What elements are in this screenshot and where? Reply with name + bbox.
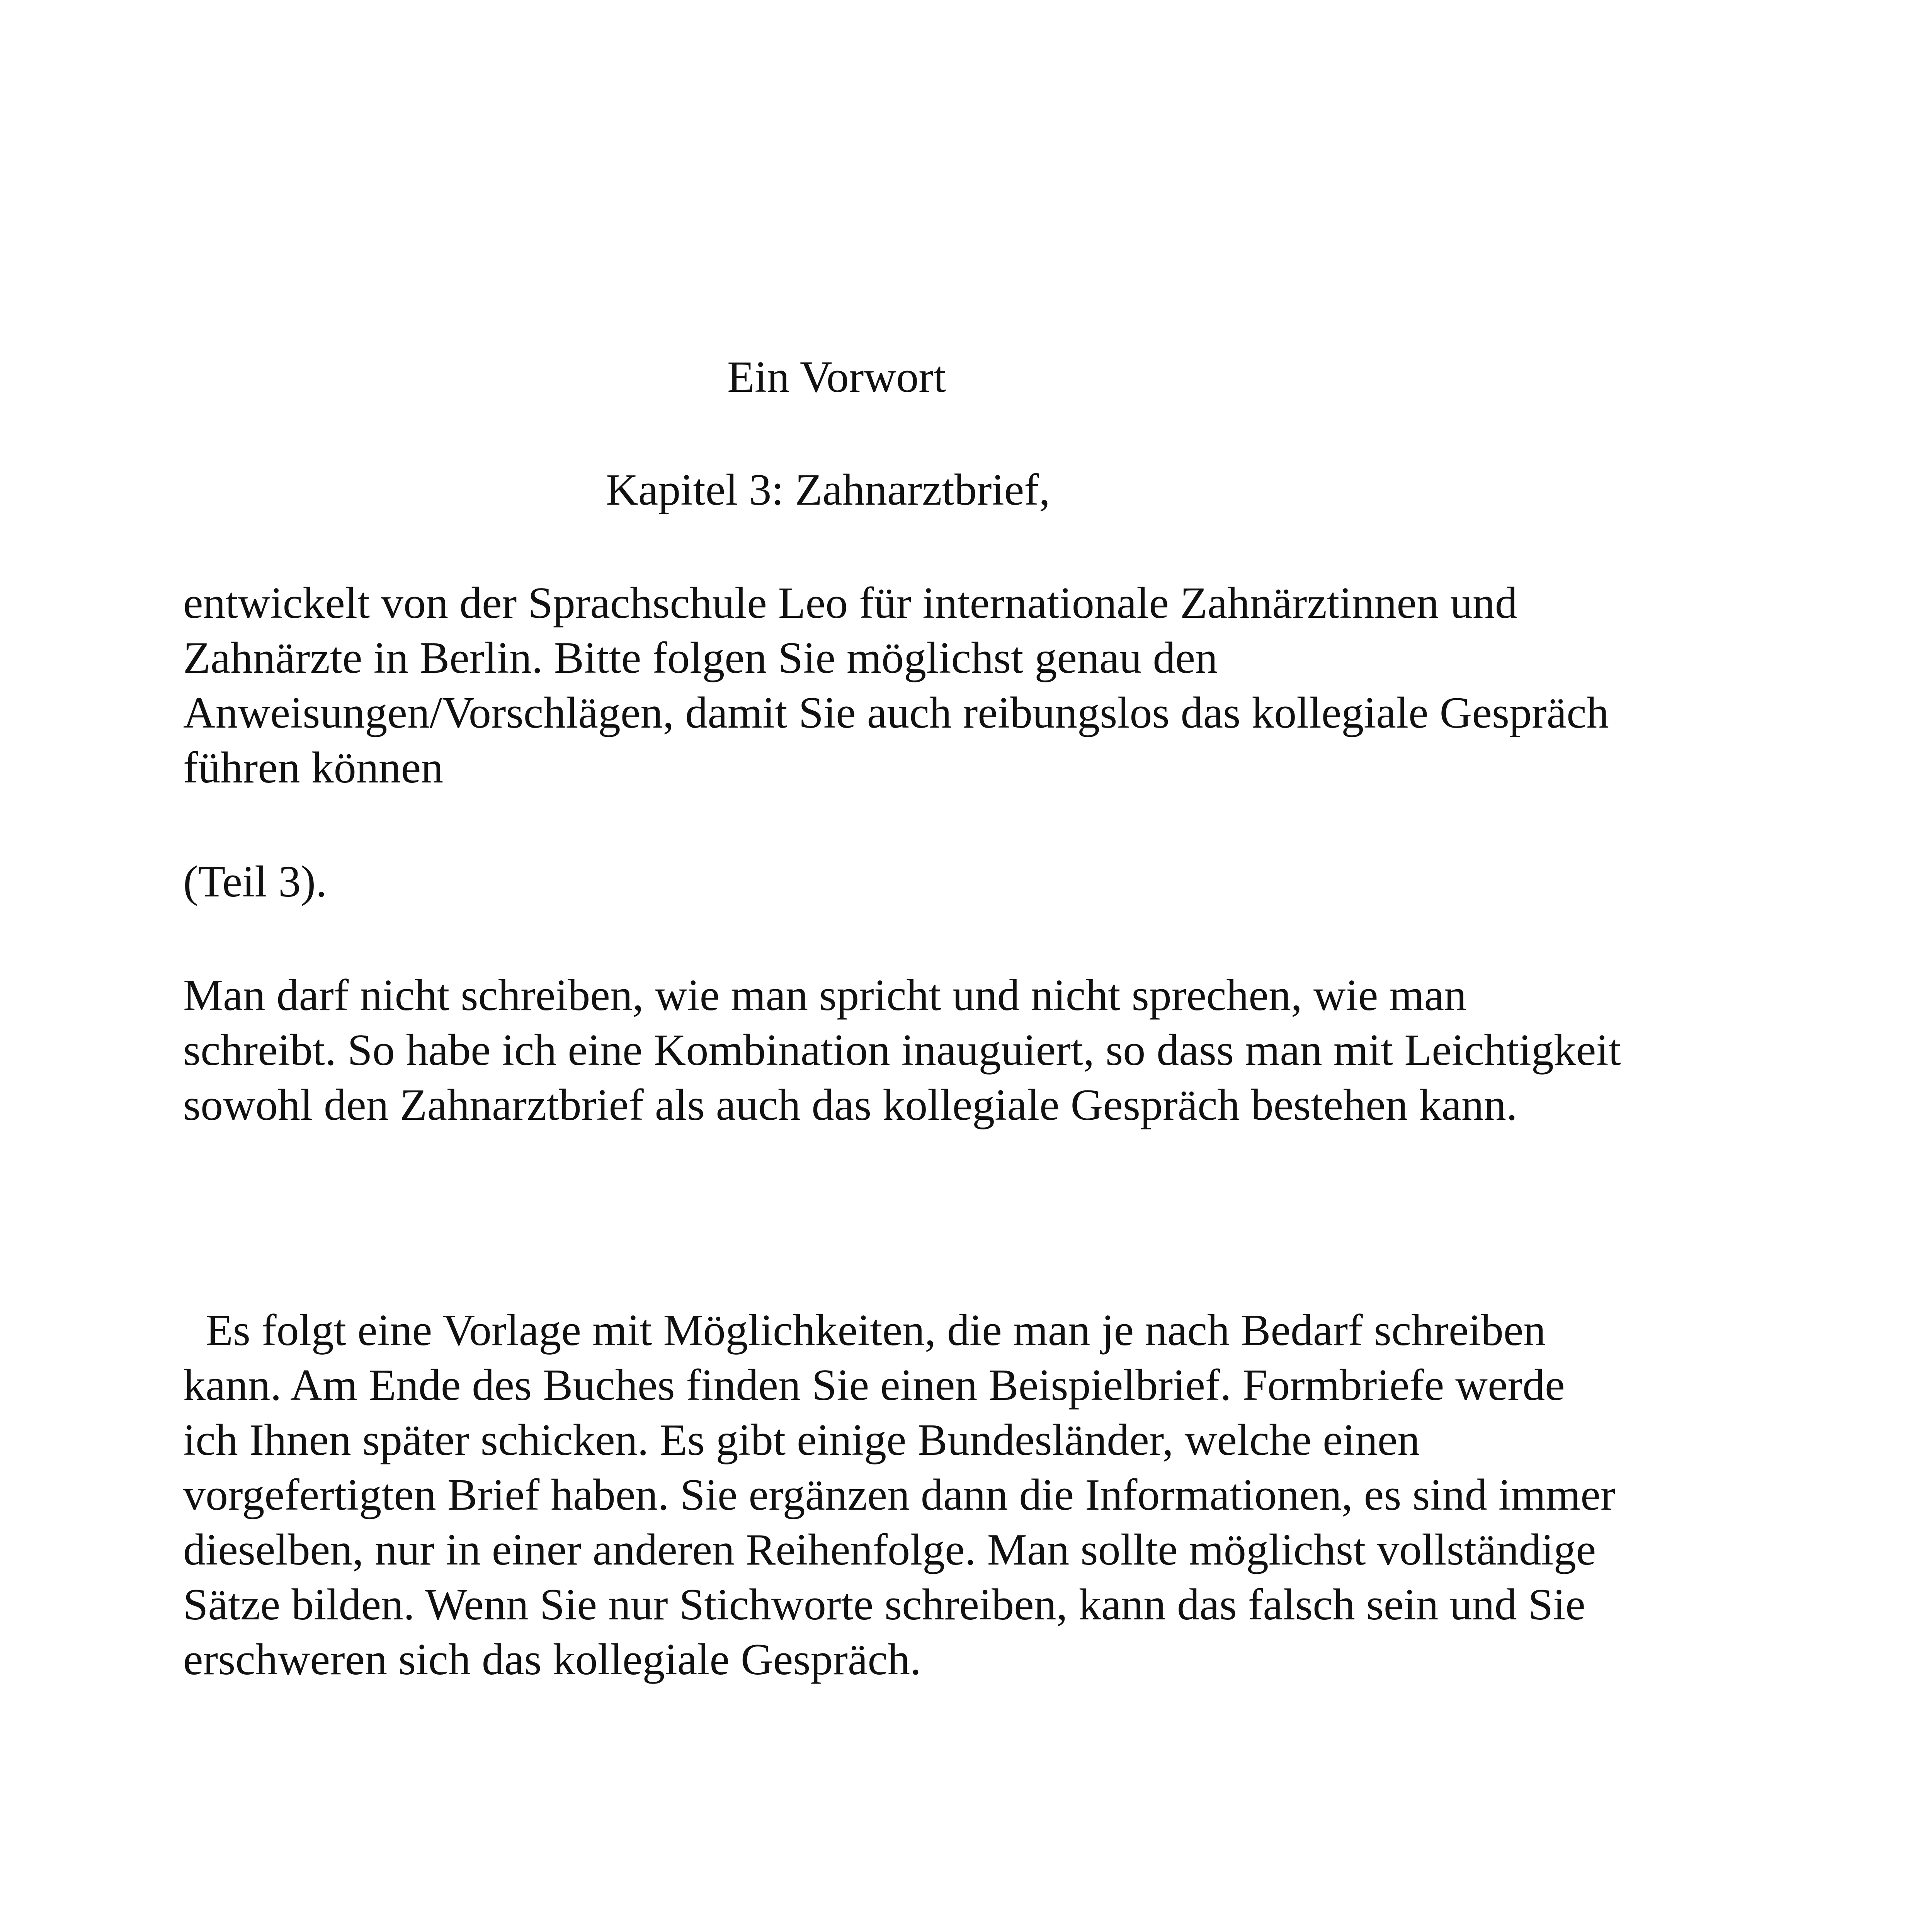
text-line: Anweisungen/Vorschlägen, damit Sie auch reibungslos das kollegiale Gespräch bbox=[183, 688, 1609, 738]
text-line: kann. Am Ende des Buches finden Sie einen Beispielbrief. Formbriefe werde bbox=[183, 1361, 1565, 1410]
text-line: schreibt. So habe ich eine Kombination inauguiert, so dass man mit Leichtigkeit bbox=[183, 1026, 1621, 1075]
text-line: Zahnärzte in Berlin. Bitte folgen Sie möglichst genau den bbox=[183, 633, 1218, 683]
template-info-paragraph bbox=[183, 1303, 1767, 1687]
text-line: führen können bbox=[183, 743, 444, 793]
text-line: ich Ihnen später schicken. Es gibt einige Bundesländer, welche einen bbox=[183, 1415, 1420, 1465]
text-line: Sätze bilden. Wenn Sie nur Stichworte schreiben, kann das falsch sein und Sie bbox=[183, 1580, 1585, 1629]
page-title: Ein Vorwort bbox=[727, 352, 946, 402]
text-line: Es folgt eine Vorlage mit Möglichkeiten, die man je nach Bedarf schreiben bbox=[183, 1306, 1546, 1355]
text-line: erschweren sich das kollegiale Gespräch. bbox=[183, 1635, 921, 1684]
text-line: Man darf nicht schreiben, wie man spricht und nicht sprechen, wie man bbox=[183, 971, 1467, 1020]
text-line: vorgefertigten Brief haben. Sie ergänzen dann die Informationen, es sind immer bbox=[183, 1470, 1616, 1520]
chapter-heading: Kapitel 3: Zahnarztbrief, bbox=[606, 465, 1050, 515]
intro-paragraph bbox=[183, 576, 1767, 795]
text-line: entwickelt von der Sprachschule Leo für internationale Zahnärztinnen und bbox=[183, 578, 1517, 628]
text-line: dieselben, nur in einer anderen Reihenfolge. Man sollte möglichst vollständige bbox=[183, 1525, 1596, 1575]
text-line: sowohl den Zahnarztbrief als auch das kollegiale Gespräch bestehen kann. bbox=[183, 1080, 1517, 1130]
text-line: (Teil 3). bbox=[183, 857, 327, 906]
writing-rule-paragraph bbox=[183, 968, 1767, 1133]
part-reference-paragraph bbox=[183, 854, 1767, 909]
